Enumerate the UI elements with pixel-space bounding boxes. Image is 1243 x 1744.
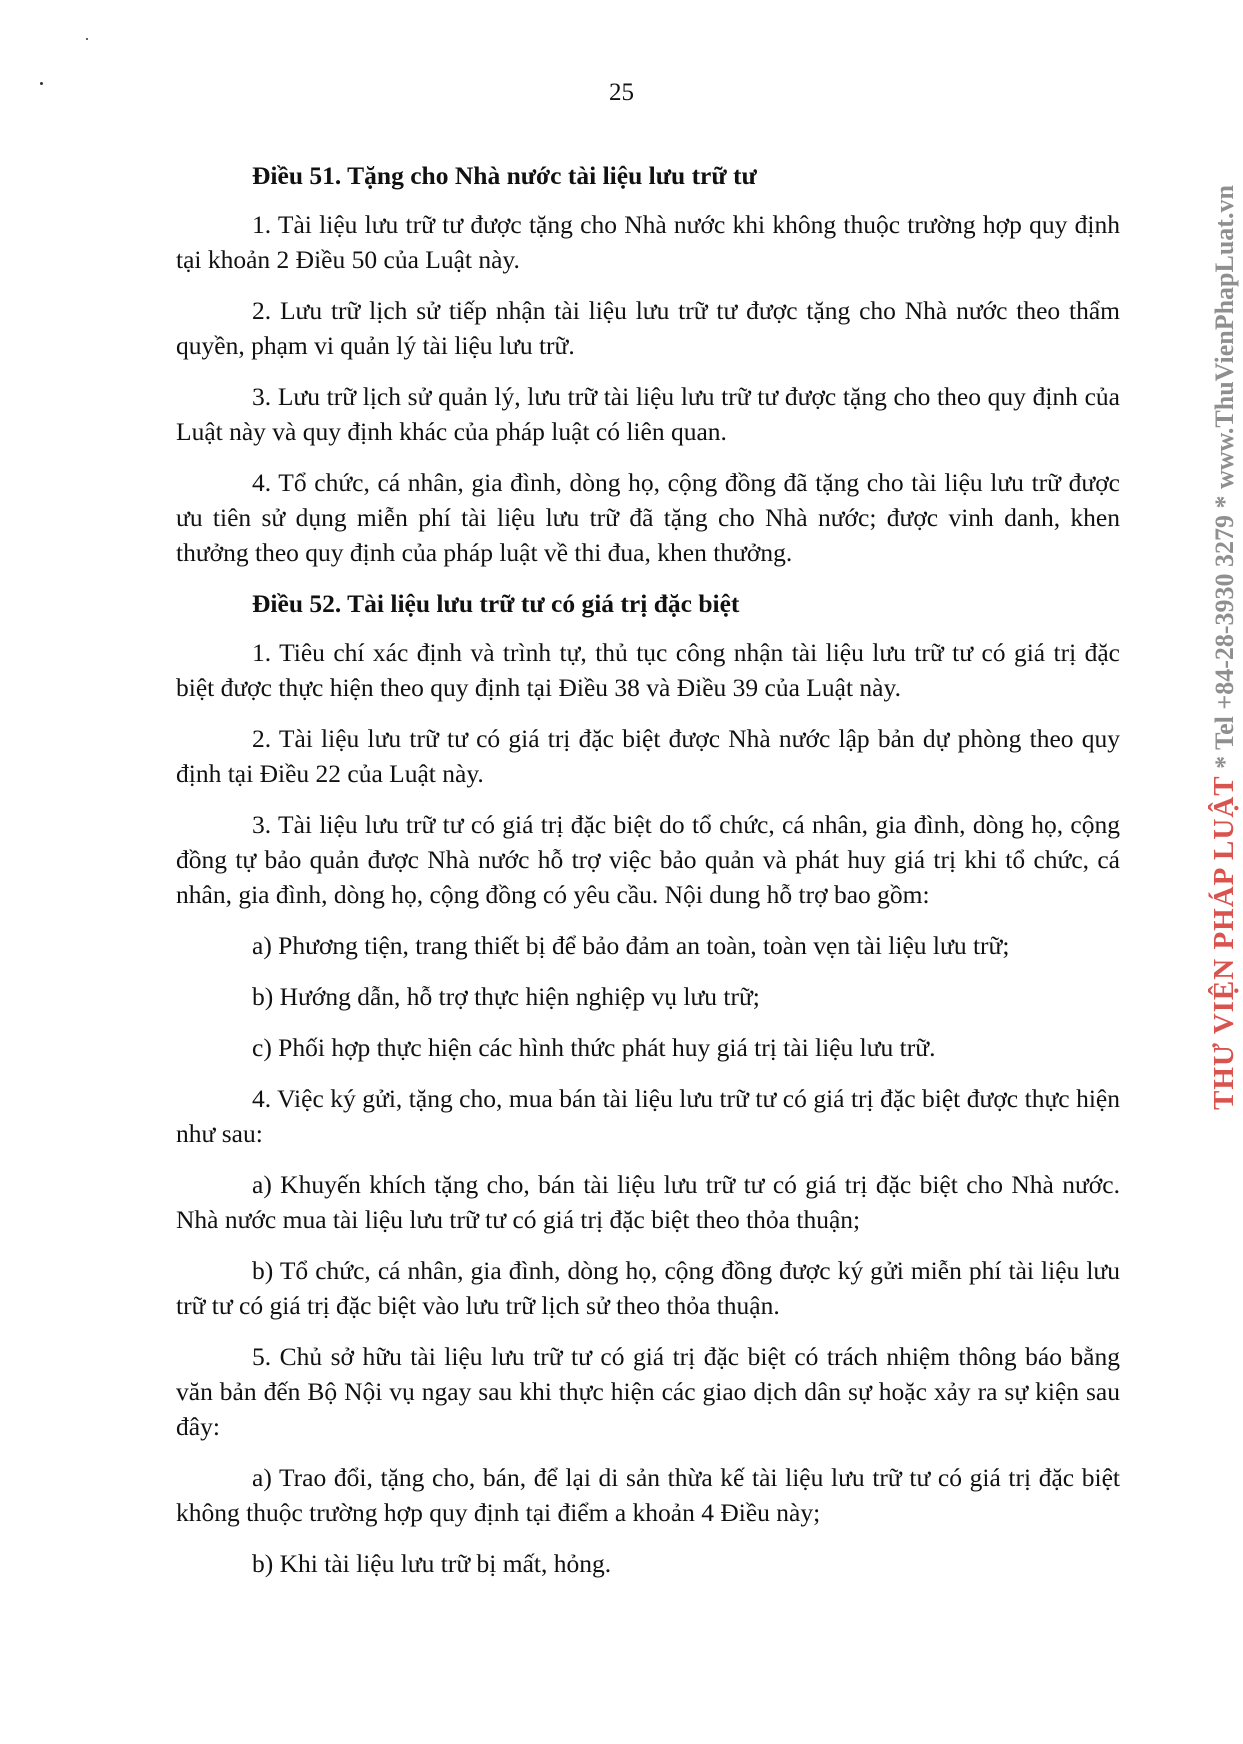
page-number: 25 — [609, 79, 634, 106]
article-51-heading: Điều 51. Tặng cho Nhà nước tài liệu lưu trữ tư — [252, 161, 757, 190]
article-52-clause-1: 1. Tiêu chí xác định và trình tự, thủ tục công nhận tài liệu lưu trữ tư có giá trị đặc biệt được thực hiện theo quy định tại Điều 38 và Điều 39 của Luật này. — [176, 638, 1120, 702]
article-52-clause-3-point-a: a) Phương tiện, trang thiết bị để bảo đảm an toàn, toàn vẹn tài liệu lưu trữ; — [252, 931, 1010, 960]
article-51-clause-3: 3. Lưu trữ lịch sử quản lý, lưu trữ tài liệu lưu trữ tư được tặng cho theo quy định của Luật này và quy định khác của pháp luật có liên quan. — [176, 382, 1120, 446]
article-52-clause-3-point-b: b) Hướng dẫn, hỗ trợ thực hiện nghiệp vụ lưu trữ; — [252, 982, 760, 1011]
article-52-clause-5-point-a: a) Trao đổi, tặng cho, bán, để lại di sản thừa kế tài liệu lưu trữ tư có giá trị đặc biệt không thuộc trường hợp quy định tại điểm a khoản 4 Điều này; — [176, 1463, 1120, 1527]
side-watermark — [1209, 185, 1240, 1110]
watermark-brand: THƯ VIỆN PHÁP LUẬT — [1208, 775, 1240, 1110]
article-52-clause-3-point-c: c) Phối hợp thực hiện các hình thức phát huy giá trị tài liệu lưu trữ. — [252, 1033, 936, 1062]
article-52-clause-4-point-b: b) Tổ chức, cá nhân, gia đình, dòng họ, cộng đồng được ký gửi miễn phí tài liệu lưu trữ tư có giá trị đặc biệt vào lưu trữ lịch sử theo thỏa thuận. — [176, 1256, 1120, 1320]
article-52-heading: Điều 52. Tài liệu lưu trữ tư có giá trị đặc biệt — [252, 589, 740, 618]
article-51 — [176, 158, 1120, 570]
watermark-contact: * Tel +84-28-3930 3279 * www.ThuVienPhapLuat.vn — [1210, 185, 1239, 769]
article-51-clause-4: 4. Tổ chức, cá nhân, gia đình, dòng họ, cộng đồng đã tặng cho tài liệu lưu trữ được ưu tiên sử dụng miễn phí tài liệu lưu trữ đã tặng cho Nhà nước; được vinh danh, khen thưởng theo quy định của pháp luật về thi đua, khen thưởng. — [176, 468, 1120, 567]
article-52-clause-4-point-a: a) Khuyến khích tặng cho, bán tài liệu lưu trữ tư có giá trị đặc biệt cho Nhà nước. Nhà nước mua tài liệu lưu trữ tư có giá trị đặc biệt theo thỏa thuận; — [176, 1170, 1120, 1234]
article-52-clause-4: 4. Việc ký gửi, tặng cho, mua bán tài liệu lưu trữ tư có giá trị đặc biệt được thực hiện như sau: — [176, 1084, 1120, 1148]
article-52-clause-2: 2. Tài liệu lưu trữ tư có giá trị đặc biệt được Nhà nước lập bản dự phòng theo quy định tại Điều 22 của Luật này. — [176, 724, 1120, 788]
scan-speck-1 — [86, 38, 88, 40]
article-51-clause-1: 1. Tài liệu lưu trữ tư được tặng cho Nhà nước khi không thuộc trường hợp quy định tại khoản 2 Điều 50 của Luật này. — [176, 210, 1120, 274]
document-body — [176, 158, 1120, 1597]
article-52 — [176, 586, 1120, 1581]
article-52-clause-5-point-b: b) Khi tài liệu lưu trữ bị mất, hỏng. — [252, 1549, 612, 1578]
article-51-clause-2: 2. Lưu trữ lịch sử tiếp nhận tài liệu lưu trữ tư được tặng cho Nhà nước theo thẩm quyền, phạm vi quản lý tài liệu lưu trữ. — [176, 296, 1120, 360]
article-52-clause-3: 3. Tài liệu lưu trữ tư có giá trị đặc biệt do tổ chức, cá nhân, gia đình, dòng họ, cộng đồng tự bảo quản được Nhà nước hỗ trợ việc bảo quản và phát huy giá trị khi tổ chức, cá nhân, gia đình, dòng họ, cộng đồng có yêu cầu. Nội dung hỗ trợ bao gồm: — [176, 810, 1120, 909]
article-52-clause-5: 5. Chủ sở hữu tài liệu lưu trữ tư có giá trị đặc biệt có trách nhiệm thông báo bằng văn bản đến Bộ Nội vụ ngay sau khi thực hiện các giao dịch dân sự hoặc xảy ra sự kiện sau đây: — [176, 1342, 1120, 1441]
